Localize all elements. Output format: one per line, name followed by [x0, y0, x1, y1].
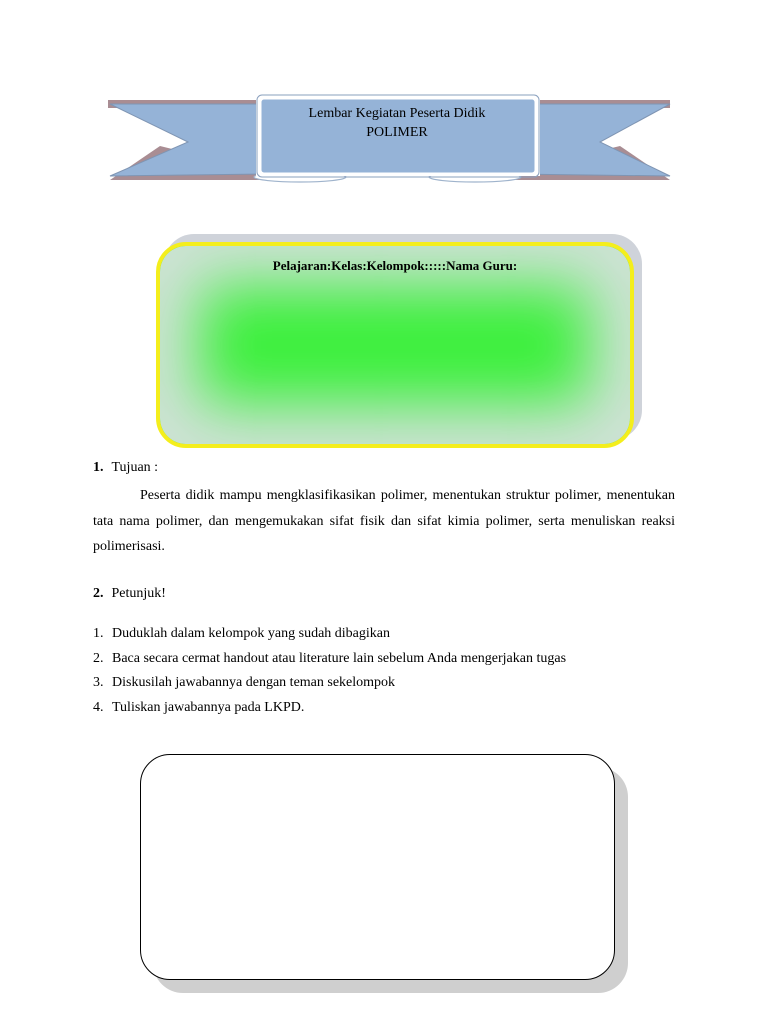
tujuan-paragraph: [93, 483, 675, 560]
section-title: Petunjuk!: [111, 586, 166, 601]
list-item-number: 1.: [93, 626, 104, 641]
list-item-text: Duduklah dalam kelompok yang sudah dibagikan: [112, 626, 390, 641]
list-item: [93, 671, 566, 696]
list-item: [93, 696, 566, 721]
list-item-text: Diskusilah jawabannya dengan teman sekelompok: [112, 675, 396, 691]
petunjuk-list: [93, 622, 566, 721]
student-info-header: Pelajaran:Kelas:Kelompok:::::Nama Guru:: [272, 258, 518, 273]
section-number: 1.: [93, 460, 104, 475]
banner-title-line1: Lembar Kegiatan Peserta Didik: [308, 106, 486, 121]
list-item: [93, 647, 566, 672]
list-item-number: 2.: [93, 650, 104, 666]
banner-title: [258, 104, 536, 142]
tujuan-text: Peserta didik mampu mengklasifikasikan polimer, menentukan struktur polimer, menentukan tata nama polimer, dan mengemukakan sifat fisik dan sifat kimia polimer, serta menuliskan reaksi polimerisasi.: [93, 488, 675, 554]
answer-box: [140, 754, 615, 980]
section-petunjuk-heading: [93, 586, 166, 602]
list-item-number: 3.: [93, 675, 104, 691]
list-item: [93, 622, 566, 647]
section-number: 2.: [93, 586, 104, 601]
banner-title-line2: POLIMER: [366, 125, 428, 140]
list-item-text: Tuliskan jawabannya pada LKPD.: [112, 700, 305, 716]
section-title: Tujuan :: [111, 460, 159, 475]
list-item-number: 4.: [93, 700, 104, 716]
list-item-text: Baca secara cermat handout atau literature lain sebelum Anda mengerjakan tugas: [112, 650, 567, 666]
section-tujuan-heading: [93, 460, 158, 476]
